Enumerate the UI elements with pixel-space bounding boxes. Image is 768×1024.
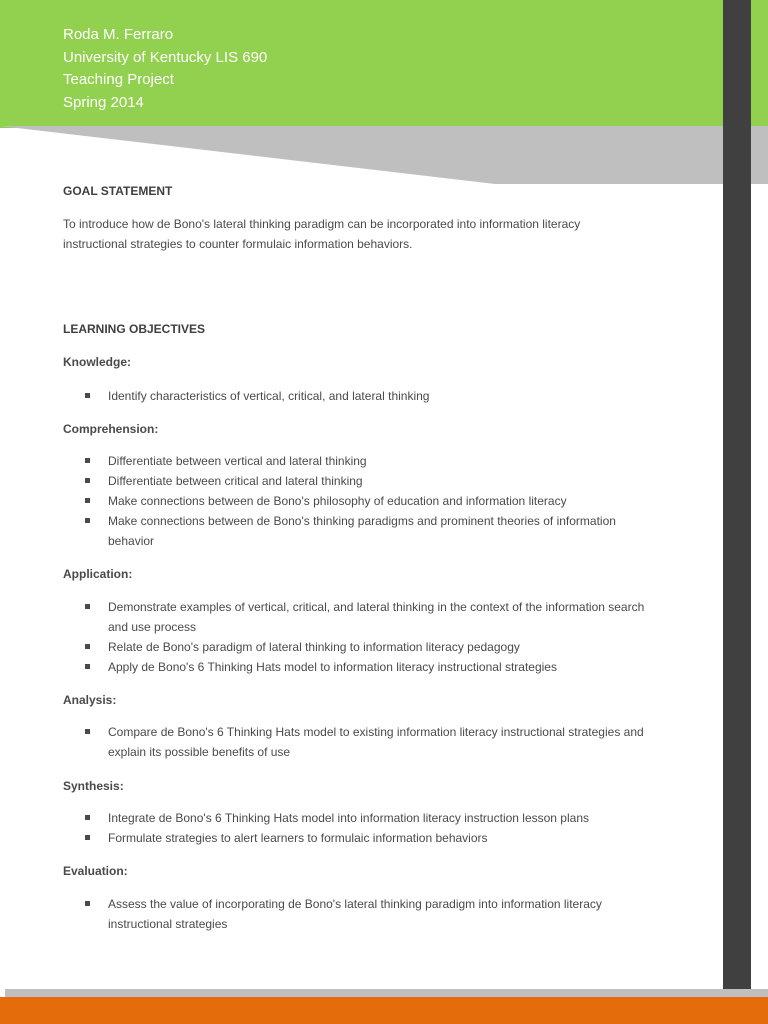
project-title: Teaching Project	[63, 71, 174, 88]
footer-orange-strip	[0, 997, 768, 1024]
goal-text: To introduce how de Bono's lateral thinking paradigm can be incorporated into information literacy instructional strategies to counter formulaic information behaviors.	[63, 217, 581, 251]
list-item: Identify characteristics of vertical, critical, and lateral thinking	[63, 386, 663, 406]
synthesis-label: Synthesis:	[63, 779, 124, 793]
bullet-icon	[85, 604, 90, 609]
comprehension-label: Comprehension:	[63, 422, 159, 436]
list-item: Differentiate between vertical and lateral thinking	[63, 451, 663, 471]
knowledge-list	[63, 386, 663, 406]
bullet-icon	[85, 393, 90, 398]
analysis-list	[63, 722, 663, 762]
list-item: Integrate de Bono's 6 Thinking Hats model into information literacy instruction lesson plans	[63, 808, 663, 828]
goal-heading: GOAL STATEMENT	[63, 184, 173, 198]
comprehension-list	[63, 451, 663, 551]
header-info	[63, 24, 267, 114]
list-item: Make connections between de Bono's thinking paradigms and prominent theories of information behavior	[63, 511, 663, 551]
list-item: Make connections between de Bono's philosophy of education and information literacy	[63, 491, 663, 511]
list-item: Differentiate between critical and lateral thinking	[63, 471, 663, 491]
bullet-icon	[85, 518, 90, 523]
author-name: Roda M. Ferraro	[63, 26, 174, 43]
bullet-icon	[85, 815, 90, 820]
bullet-icon	[85, 664, 90, 669]
list-item: Assess the value of incorporating de Bono's lateral thinking paradigm into information literacy instructional strategies	[63, 894, 663, 934]
list-item: Relate de Bono's paradigm of lateral thinking to information literacy pedagogy	[63, 637, 663, 657]
bullet-icon	[85, 478, 90, 483]
application-list	[63, 597, 663, 677]
application-label: Application:	[63, 567, 133, 581]
knowledge-label: Knowledge:	[63, 355, 131, 369]
term: Spring 2014	[63, 93, 144, 111]
header-wedge	[0, 126, 768, 186]
bullet-icon	[85, 458, 90, 463]
list-item: Compare de Bono's 6 Thinking Hats model to existing information literacy instructional strategies and explain its possible benefits of use	[63, 722, 663, 762]
side-bar	[723, 0, 751, 1000]
list-item: Apply de Bono's 6 Thinking Hats model to information literacy instructional strategies	[63, 657, 663, 677]
bullet-icon	[85, 644, 90, 649]
course-name: University of Kentucky LIS 690	[63, 48, 268, 66]
bullet-icon	[85, 901, 90, 906]
objectives-heading: LEARNING OBJECTIVES	[63, 322, 206, 336]
list-item: Demonstrate examples of vertical, critical, and lateral thinking in the context of the information search and use process	[63, 597, 663, 637]
synthesis-list	[63, 808, 663, 848]
evaluation-label: Evaluation:	[63, 864, 128, 878]
bullet-icon	[85, 498, 90, 503]
bullet-icon	[85, 729, 90, 734]
list-item: Formulate strategies to alert learners to formulaic information behaviors	[63, 828, 663, 848]
bullet-icon	[85, 835, 90, 840]
evaluation-list	[63, 894, 663, 934]
analysis-label: Analysis:	[63, 693, 117, 707]
